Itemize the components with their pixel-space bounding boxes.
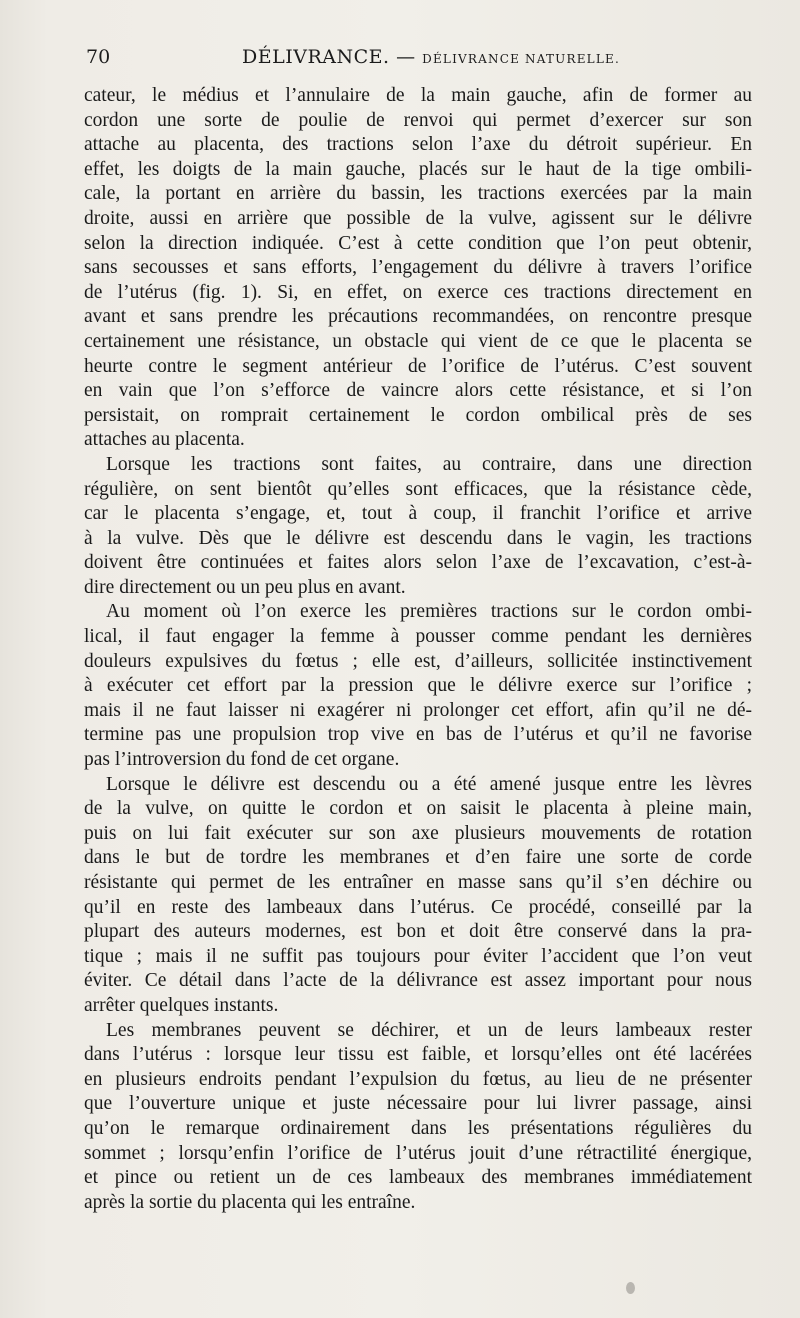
text-line: puis on lui fait exécuter sur son axe plusieurs mouvements de rotation	[84, 822, 752, 844]
text-line: Au moment où l’on exerce les premières tractions sur le cordon ombi-	[106, 601, 752, 623]
text-line: pas l’introversion du fond de cet organe.	[84, 749, 400, 771]
text-line: Lorsque le délivre est descendu ou a été amené jusque entre les lèvres	[106, 773, 752, 795]
page-header	[86, 46, 750, 74]
text-line: cordon une sorte de poulie de renvoi qui permet d’exercer sur son	[84, 109, 752, 131]
page-number: 70	[86, 46, 111, 68]
running-head-separator: —	[389, 46, 423, 68]
text-line: dans le but de tordre les membranes et d’en faire une sorte de corde	[84, 847, 752, 869]
text-line: doivent être continuées et faites alors selon l’axe de l’excavation, c’est-à-	[84, 552, 752, 574]
text-line: car le placenta s’engage, et, tout à coup, il franchit l’orifice et arrive	[84, 503, 752, 525]
text-line: qu’il en reste des lambeaux dans l’utérus. Ce procédé, conseillé par la	[84, 896, 752, 918]
text-line: de la vulve, on quitte le cordon et on saisit le placenta à pleine main,	[84, 798, 752, 820]
text-line: attaches au placenta.	[84, 429, 245, 451]
text-line: douleurs expulsives du fœtus ; elle est, d’ailleurs, sollicitée instinctivement	[84, 650, 752, 672]
text-line: persistait, on romprait certainement le cordon ombilical près de ses	[84, 404, 752, 426]
text-line: tique ; mais il ne suffit pas toujours pour éviter l’accident que l’on veut	[84, 945, 752, 967]
running-head-subtitle: DÉLIVRANCE NATURELLE.	[422, 52, 620, 66]
text-line: de l’utérus (fig. 1). Si, en effet, on exerce ces tractions directement en	[84, 281, 752, 303]
text-line: plupart des auteurs modernes, est bon et doit être conservé dans la pra-	[84, 921, 752, 943]
text-line: selon la direction indiquée. C’est à cette condition que l’on peut obtenir,	[84, 232, 752, 254]
text-line: avant et sans prendre les précautions recommandées, on rencontre presque	[84, 306, 752, 328]
text-line: certainement une résistance, un obstacle qui vient de ce que le placenta se	[84, 330, 752, 352]
running-head-title: DÉLIVRANCE.	[242, 46, 390, 68]
text-line: termine pas une propulsion trop vive en bas de l’utérus et qu’il ne favorise	[84, 724, 752, 746]
text-line: cale, la portant en arrière du bassin, les tractions exercées par la main	[84, 183, 752, 205]
text-line: mais il ne faut laisser ni exagérer ni prolonger cet effort, afin qu’il ne dé-	[84, 699, 752, 721]
text-line: dire directement ou un peu plus en avant.	[84, 576, 406, 598]
text-line: sommet ; lorsqu’enfin l’orifice de l’utérus jouit d’une rétractilité énergique,	[84, 1142, 752, 1164]
text-line: effet, les doigts de la main gauche, placés sur le haut de la tige ombili-	[84, 158, 752, 180]
text-line: attache au placenta, des tractions selon l’axe du détroit supérieur. En	[84, 134, 752, 156]
running-head	[242, 46, 620, 68]
text-line: sans secousses et sans efforts, l’engagement du délivre à travers l’orifice	[84, 257, 752, 279]
text-line: et pince ou retient un de ces lambeaux des membranes immédiatement	[84, 1167, 752, 1189]
text-line: heurte contre le segment antérieur de l’orifice de l’utérus. C’est souvent	[84, 355, 752, 377]
text-line: cateur, le médius et l’annulaire de la main gauche, afin de former au	[84, 85, 752, 106]
text-line: que l’ouverture unique et juste nécessaire pour lui livrer passage, ainsi	[84, 1093, 752, 1115]
text-line: dans l’utérus : lorsque leur tissu est faible, et lorsqu’elles ont été lacérées	[84, 1044, 752, 1066]
text-line: à exécuter cet effort par la pression que le délivre exerce sur l’orifice ;	[84, 675, 752, 697]
text-line: en plusieurs endroits pendant l’expulsion du fœtus, au lieu de ne présenter	[84, 1068, 752, 1090]
text-line: éviter. Ce détail dans l’acte de la délivrance est assez important pour nous	[84, 970, 752, 992]
text-line: droite, aussi en arrière que possible de la vulve, agissent sur le délivre	[84, 207, 752, 229]
text-line: Lorsque les tractions sont faites, au contraire, dans une direction	[106, 453, 752, 475]
text-line: en vain que l’on s’efforce de vaincre alors cette résistance, et si l’on	[84, 380, 752, 402]
text-line: Les membranes peuvent se déchirer, et un de leurs lambeaux rester	[106, 1019, 752, 1041]
text-line: après la sortie du placenta qui les entraîne.	[84, 1191, 416, 1213]
ink-spot	[626, 1282, 635, 1294]
text-line: lical, il faut engager la femme à pousser comme pendant les dernières	[84, 626, 752, 648]
text-line: qu’on le remarque ordinairement dans les présentations régulières du	[84, 1117, 752, 1139]
text-line: à la vulve. Dès que le délivre est descendu dans le vagin, les tractions	[84, 527, 752, 549]
text-line: régulière, on sent bientôt qu’elles sont efficaces, que la résistance cède,	[84, 478, 752, 500]
text-line: arrêter quelques instants.	[84, 994, 279, 1016]
text-line: résistante qui permet de les entraîner en masse sans qu’il s’en déchire ou	[84, 872, 752, 893]
body-text	[84, 84, 752, 1215]
